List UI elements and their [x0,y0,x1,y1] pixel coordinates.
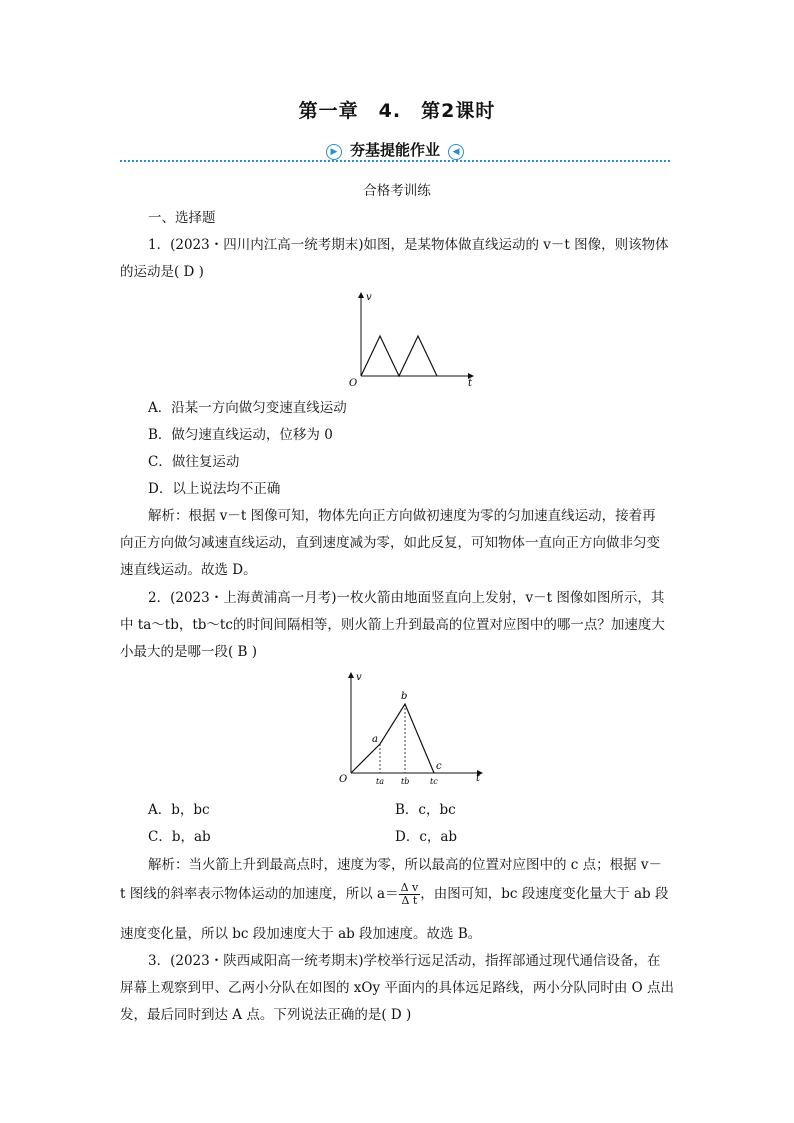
q2-t-label: t [476,773,481,784]
fraction-numerator: Δ v [400,881,419,894]
q1-option-b: B．做匀速直线运动，位移为 0 [148,427,333,443]
q1-graph-line [361,336,437,376]
q2-tick-tc: tc [430,777,438,786]
q2-origin-label: O [339,774,348,785]
q2-stem-line1: 2．(2023・上海黄浦高一月考)一枚火箭由地面竖直向上发射，v－t 图像如图所示，其 [148,590,665,606]
banner-text: 夯基提能作业 [349,141,440,159]
q2-stem-line3: 小最大的是哪一段( B ) [120,644,258,660]
arrow-left-icon: ◀ [448,144,464,160]
q2-vt-graph [330,668,490,794]
section-banner [120,138,670,164]
q1-analysis-line3: 速直线运动。故选 D。 [120,562,257,578]
q2-point-c: c [436,761,442,772]
q2-option-d: D．c，ab [395,829,458,845]
fraction-denominator: Δ t [401,894,418,907]
q1-option-d: D．以上说法均不正确 [148,481,281,497]
q1-stem-line2: 的运动是( D ) [120,264,204,280]
q2-analysis-line2-pre: t 图线的斜率表示物体运动的加速度，所以 a＝ [120,886,399,902]
q1-v-label: v [366,292,372,303]
dv-dt-fraction [399,882,421,907]
q2-analysis-line2-post: ，由图可知，bc 段速度变化量大于 ab 段 [420,886,669,902]
q2-analysis-line2 [120,882,669,907]
q2-option-c: C．b，ab [148,829,211,845]
q2-tick-ta: ta [376,777,384,786]
q2-point-a: a [372,734,378,745]
q2-graph-line [351,704,434,773]
q1-vt-graph [340,288,480,388]
q1-analysis-line2: 向正方向做匀减速直线运动，直到速度减为零，如此反复，可知物体一直向正方向做非匀变 [120,535,660,551]
q3-stem-line1: 3．(2023・陕西咸阳高一统考期末)学校举行远足活动，指挥部通过现代通信设备，在 [148,953,661,969]
q1-analysis-line1: 解析：根据 v－t 图像可知，物体先向正方向做初速度为零的匀加速直线运动，接着再 [148,508,656,524]
q2-tick-tb: tb [401,777,410,786]
q1-option-a: A．沿某一方向做匀变速直线运动 [148,400,347,416]
q3-stem-line2: 屏幕上观察到甲、乙两小分队在如图的 xOy 平面内的具体远足路线，两小分队同时由 O 点出 [120,980,675,996]
q1-origin-label: O [349,378,358,388]
q2-v-label: v [356,672,362,683]
q1-t-label: t [468,378,473,388]
q3-stem-line3: 发，最后同时到达 A 点。下列说法正确的是( D ) [120,1007,412,1023]
page-title: 第一章 4. 第2课时 [298,100,496,122]
banner-label [120,139,670,160]
section-heading: 合格考训练 [363,183,431,199]
q1-stem-line1: 1．(2023・四川内江高一统考期末)如图，是某物体做直线运动的 v－t 图像，则该物体 [148,237,669,253]
q2-option-b: B．c，bc [395,802,456,818]
q2-analysis-line1: 解析：当火箭上升到最高点时，速度为零，所以最高的位置对应图中的 c 点；根据 v－ [148,857,663,873]
section-subheading: 一、选择题 [148,210,216,226]
q2-option-a: A．b，bc [148,802,210,818]
q1-option-c: C．做往复运动 [148,454,240,470]
q2-stem-line2: 中 ta～tb，tb～tc的时间间隔相等，则火箭上升到最高的位置对应图中的哪一点？加速度大 [120,617,665,633]
q2-point-b: b [401,691,408,702]
q2-analysis-line3: 速度变化量，所以 bc 段加速度大于 ab 段加速度。故选 B。 [120,926,482,942]
banner-divider [120,160,670,162]
arrow-right-icon: ▶ [326,144,342,160]
